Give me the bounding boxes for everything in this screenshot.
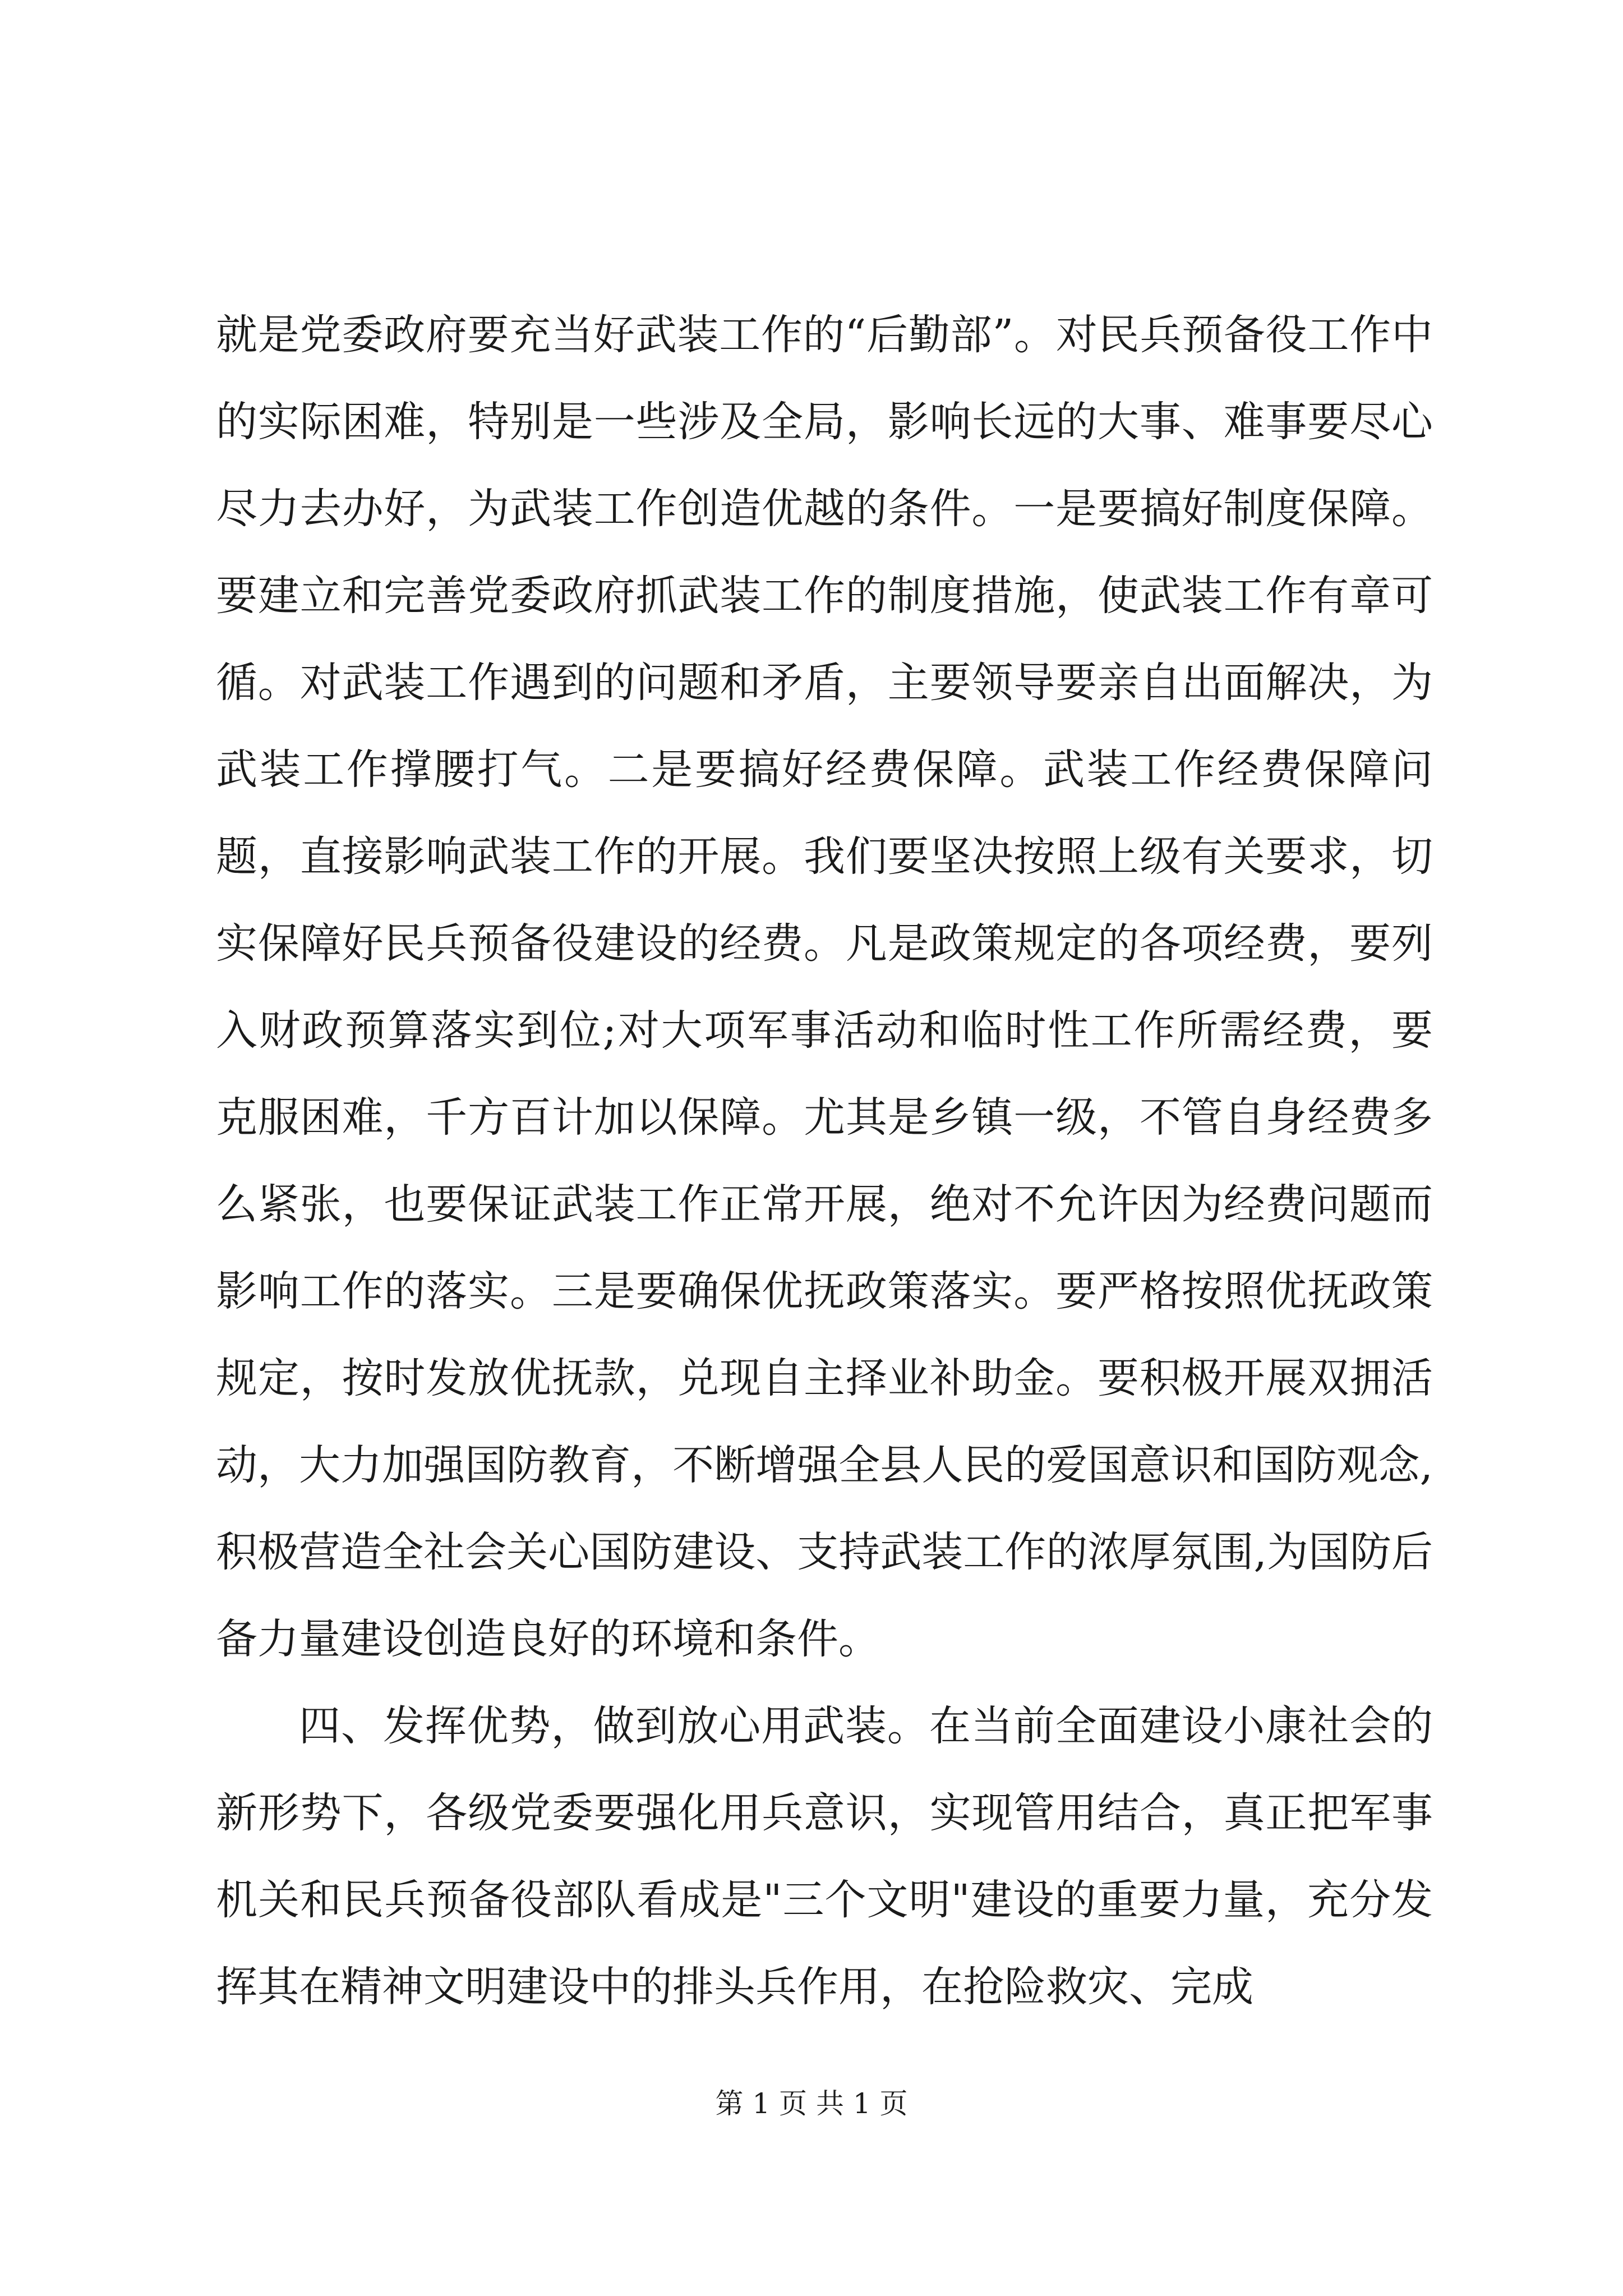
document-body	[216, 292, 1433, 2031]
page-footer: 第 1 页 共 1 页	[715, 2087, 908, 2120]
paragraph-section-four: 四、发挥优势，做到放心用武装。在当前全面建设小康社会的新形势下，各级党委要强化用兵意识，实现管用结合，真正把军事机关和民兵预备役部队看成是"三个文明"建设的重要力量，充分发挥其在精神文明建设中的排头兵作用，在抢险救灾、完成	[216, 1702, 1433, 2011]
paragraph-logistics-support: 就是党委政府要充当好武装工作的“后勤部”。对民兵预备役工作中的实际困难，特别是一些涉及全局，影响长远的大事、难事要尽心尽力去办好，为武装工作创造优越的条件。一是要搞好制度保障。要建立和完善党委政府抓武装工作的制度措施，使武装工作有章可循。对武装工作遇到的问题和矛盾，主要领导要亲自出面解决，为武装工作撑腰打气。二是要搞好经费保障。武装工作经费保障问题，直接影响武装工作的开展。我们要坚决按照上级有关要求，切实保障好民兵预备役建设的经费。凡是政策规定的各项经费，要列入财政预算落实到位;对大项军事活动和临时性工作所需经费，要克服困难，千方百计加以保障。尤其是乡镇一级，不管自身经费多么紧张，也要保证武装工作正常开展，绝对不允许因为经费问题而影响工作的落实。三是要确保优抚政策落实。要严格按照优抚政策规定，按时发放优抚款，兑现自主择业补助金。要积极开展双拥活动，大力加强国防教育，不断增强全县人民的爱国意识和国防观念,积极营造全社会关心国防建设、支持武装工作的浓厚氛围,为国防后备力量建设创造良好的环境和条件。	[216, 311, 1433, 1663]
